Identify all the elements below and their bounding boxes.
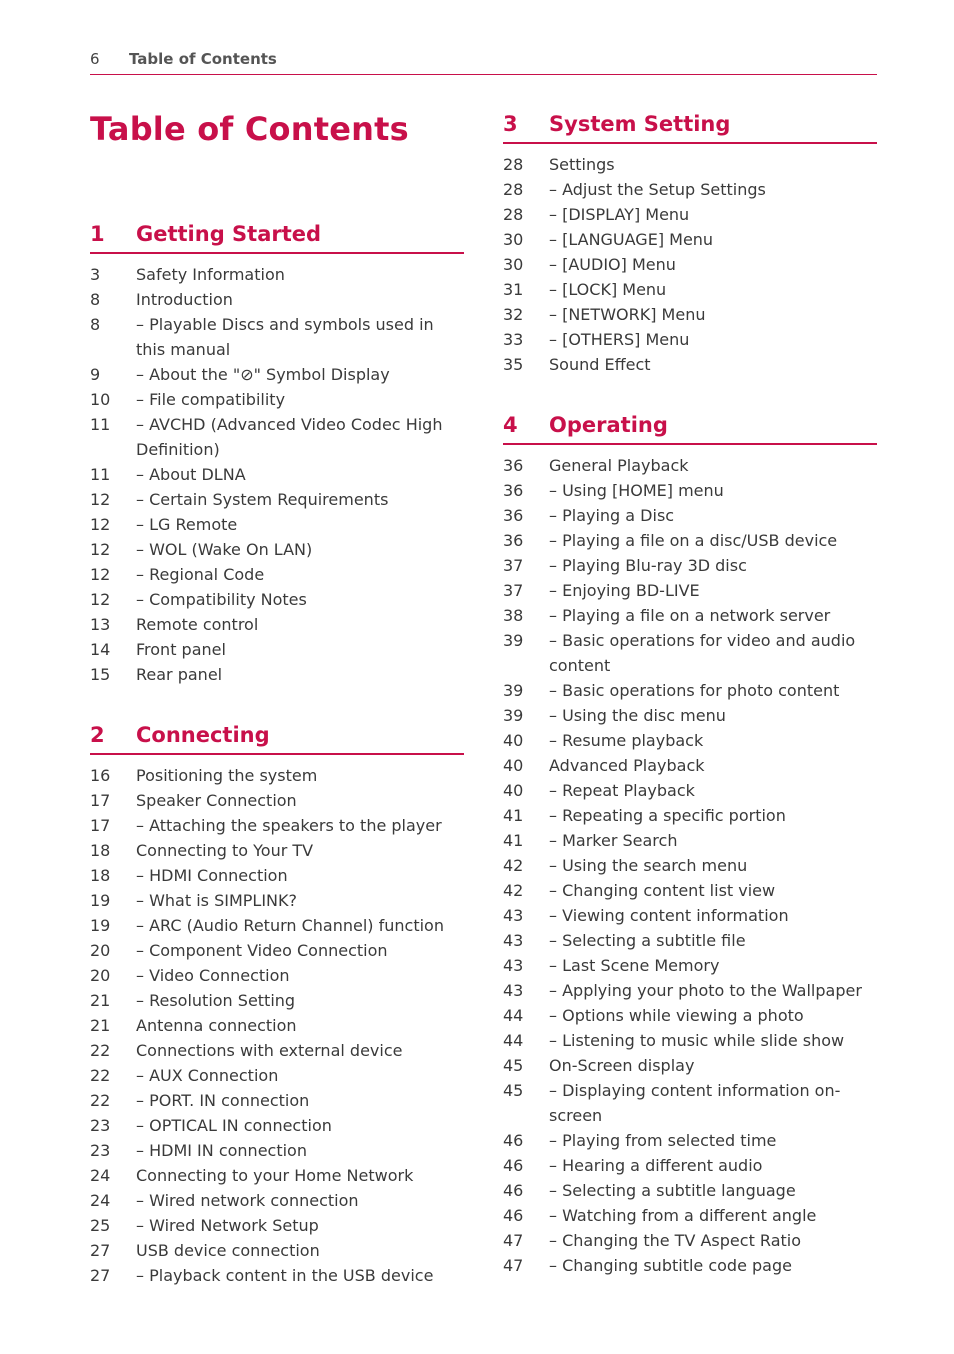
toc-subentry (503, 803, 877, 828)
entry-page-number: 21 (90, 1016, 111, 1035)
entry-page-number: 18 (90, 866, 111, 885)
entry-text: – Playing from selected time (549, 1128, 877, 1153)
toc-subentry (90, 1213, 464, 1238)
entry-page-number: 39 (503, 681, 524, 700)
entry-text: – Selecting a subtitle file (549, 928, 877, 953)
entry-text: Connecting to Your TV (136, 841, 314, 860)
toc-subentry (503, 953, 877, 978)
toc-subentry (503, 703, 877, 728)
entry-text: – [DISPLAY] Menu (549, 202, 877, 227)
toc-subentry (90, 938, 464, 963)
entry-page-number: 19 (90, 891, 111, 910)
toc-subentry (90, 988, 464, 1013)
section-title: Operating (549, 413, 668, 437)
entry-page-number: 47 (503, 1231, 524, 1250)
toc-entry-list (90, 262, 464, 687)
entry-page-number: 16 (90, 766, 111, 785)
entry-page-number: 41 (503, 806, 524, 825)
entry-text: Remote control (136, 615, 259, 634)
toc-entry (90, 1163, 464, 1188)
entry-page-number: 10 (90, 390, 111, 409)
entry-page-number: 15 (90, 665, 111, 684)
entry-text: – PORT. IN connection (136, 1088, 464, 1113)
toc-subentry (503, 1003, 877, 1028)
toc-subentry (90, 913, 464, 938)
section-number: 1 (90, 222, 105, 246)
entry-text: – Certain System Requirements (136, 487, 464, 512)
toc-subentry (90, 963, 464, 988)
entry-text: – Displaying content information on-screen (549, 1078, 877, 1128)
section-title: Connecting (136, 723, 270, 747)
toc-subentry (90, 1088, 464, 1113)
toc-subentry (503, 302, 877, 327)
entry-page-number: 30 (503, 255, 524, 274)
toc-subentry (90, 562, 464, 587)
toc-entry (90, 1038, 464, 1063)
entry-text: – Compatibility Notes (136, 587, 464, 612)
entry-page-number: 36 (503, 531, 524, 550)
entry-page-number: 37 (503, 556, 524, 575)
toc-subentry (90, 587, 464, 612)
toc-subentry (503, 202, 877, 227)
entry-text: – [LOCK] Menu (549, 277, 877, 302)
toc-subentry (90, 512, 464, 537)
toc-subentry (90, 462, 464, 487)
entry-page-number: 36 (503, 506, 524, 525)
entry-page-number: 44 (503, 1031, 524, 1050)
entry-page-number: 20 (90, 941, 111, 960)
toc-subentry (503, 478, 877, 503)
entry-text: – About DLNA (136, 462, 464, 487)
entry-page-number: 40 (503, 756, 524, 775)
toc-entry (90, 287, 464, 312)
entry-page-number: 44 (503, 1006, 524, 1025)
toc-subentry (503, 277, 877, 302)
entry-page-number: 40 (503, 781, 524, 800)
entry-page-number: 8 (90, 315, 101, 334)
entry-page-number: 14 (90, 640, 111, 659)
entry-page-number: 13 (90, 615, 111, 634)
entry-page-number: 43 (503, 906, 524, 925)
entry-text: – Repeating a specific portion (549, 803, 877, 828)
toc-subentry (503, 978, 877, 1003)
entry-page-number: 32 (503, 305, 524, 324)
entry-text: Antenna connection (136, 1016, 297, 1035)
toc-entry (90, 1238, 464, 1263)
entry-page-number: 47 (503, 1256, 524, 1275)
entry-text: – File compatibility (136, 387, 464, 412)
entry-page-number: 45 (503, 1081, 524, 1100)
entry-text: Positioning the system (136, 766, 318, 785)
entry-text: – Playing a Disc (549, 503, 877, 528)
toc-subentry (503, 778, 877, 803)
entry-page-number: 17 (90, 791, 111, 810)
toc-entry (90, 637, 464, 662)
section-title: Getting Started (136, 222, 322, 246)
toc-subentry (503, 252, 877, 277)
entry-page-number: 37 (503, 581, 524, 600)
entry-page-number: 42 (503, 881, 524, 900)
entry-text: General Playback (549, 456, 689, 475)
entry-text: – [OTHERS] Menu (549, 327, 877, 352)
toc-subentry (90, 1113, 464, 1138)
entry-text: – [NETWORK] Menu (549, 302, 877, 327)
toc-subentry (503, 227, 877, 252)
page-header (90, 48, 877, 75)
toc-entry-list (90, 763, 464, 1288)
toc-subentry (90, 888, 464, 913)
entry-text: – Resume playback (549, 728, 877, 753)
toc-section-1 (90, 220, 464, 687)
toc-subentry (90, 487, 464, 512)
entry-text: – Attaching the speakers to the player (136, 813, 464, 838)
entry-text: Rear panel (136, 665, 223, 684)
toc-subentry (503, 528, 877, 553)
entry-page-number: 33 (503, 330, 524, 349)
toc-entry (90, 838, 464, 863)
toc-entry-list (503, 453, 877, 1278)
toc-subentry (503, 728, 877, 753)
entry-text: Settings (549, 155, 615, 174)
entry-text: – Marker Search (549, 828, 877, 853)
toc-subentry (503, 928, 877, 953)
toc-subentry (503, 1153, 877, 1178)
entry-page-number: 22 (90, 1066, 111, 1085)
entry-page-number: 42 (503, 856, 524, 875)
entry-page-number: 31 (503, 280, 524, 299)
entry-page-number: 28 (503, 180, 524, 199)
entry-text: – Playback content in the USB device (136, 1263, 464, 1288)
entry-page-number: 45 (503, 1056, 524, 1075)
toc-subentry (90, 537, 464, 562)
toc-section-3 (503, 110, 877, 377)
entry-text: – Wired Network Setup (136, 1213, 464, 1238)
entry-text: – Changing the TV Aspect Ratio (549, 1228, 877, 1253)
entry-text: – Selecting a subtitle language (549, 1178, 877, 1203)
toc-subentry (90, 312, 464, 362)
entry-page-number: 20 (90, 966, 111, 985)
toc-entry (503, 152, 877, 177)
toc-subentry (503, 553, 877, 578)
entry-text: Connections with external device (136, 1041, 403, 1060)
entry-text: – Resolution Setting (136, 988, 464, 1013)
entry-page-number: 25 (90, 1216, 111, 1235)
entry-page-number: 36 (503, 456, 524, 475)
entry-page-number: 39 (503, 706, 524, 725)
entry-page-number: 28 (503, 205, 524, 224)
entry-page-number: 22 (90, 1091, 111, 1110)
entry-text: – Changing subtitle code page (549, 1253, 877, 1278)
section-heading (90, 220, 464, 254)
entry-text: – LG Remote (136, 512, 464, 537)
entry-text: – Using the disc menu (549, 703, 877, 728)
entry-page-number: 12 (90, 515, 111, 534)
entry-page-number: 24 (90, 1191, 111, 1210)
entry-page-number: 12 (90, 565, 111, 584)
toc-subentry (503, 628, 877, 678)
toc-subentry (503, 878, 877, 903)
entry-page-number: 43 (503, 981, 524, 1000)
entry-text: Connecting to your Home Network (136, 1166, 414, 1185)
toc-subentry (90, 813, 464, 838)
entry-text: – Hearing a different audio (549, 1153, 877, 1178)
entry-text: – Playing a file on a network server (549, 603, 877, 628)
entry-page-number: 23 (90, 1116, 111, 1135)
section-number: 2 (90, 723, 105, 747)
page-title: Table of Contents (90, 110, 409, 148)
entry-text: Advanced Playback (549, 756, 705, 775)
section-heading (503, 110, 877, 144)
entry-text: – OPTICAL IN connection (136, 1113, 464, 1138)
entry-text: – Watching from a different angle (549, 1203, 877, 1228)
toc-subentry (90, 387, 464, 412)
entry-text: – Playing a file on a disc/USB device (549, 528, 877, 553)
entry-page-number: 3 (90, 265, 101, 284)
toc-entry (503, 352, 877, 377)
toc-subentry (503, 1028, 877, 1053)
section-number: 4 (503, 413, 518, 437)
entry-text: – Playing Blu-ray 3D disc (549, 553, 877, 578)
entry-page-number: 19 (90, 916, 111, 935)
entry-page-number: 11 (90, 415, 111, 434)
entry-page-number: 30 (503, 230, 524, 249)
entry-text: – Playable Discs and symbols used in this manual (136, 312, 464, 362)
toc-subentry (503, 1228, 877, 1253)
toc-column-right (503, 110, 877, 1312)
entry-text: – HDMI IN connection (136, 1138, 464, 1163)
toc-entry (503, 753, 877, 778)
entry-text: Sound Effect (549, 355, 651, 374)
toc-section-2 (90, 721, 464, 1288)
toc-subentry (503, 327, 877, 352)
entry-page-number: 12 (90, 490, 111, 509)
toc-subentry (503, 853, 877, 878)
entry-text: Speaker Connection (136, 791, 297, 810)
entry-text: – ARC (Audio Return Channel) function (136, 913, 464, 938)
toc-subentry (503, 1178, 877, 1203)
entry-page-number: 23 (90, 1141, 111, 1160)
entry-text: – About the "⊘" Symbol Display (136, 362, 464, 387)
entry-page-number: 24 (90, 1166, 111, 1185)
toc-entry (503, 1053, 877, 1078)
section-title: System Setting (549, 112, 731, 136)
entry-text: – Using [HOME] menu (549, 478, 877, 503)
entry-text: – Changing content list view (549, 878, 877, 903)
entry-text: – Enjoying BD-LIVE (549, 578, 877, 603)
entry-text: – Video Connection (136, 963, 464, 988)
entry-text: – Options while viewing a photo (549, 1003, 877, 1028)
toc-subentry (503, 1203, 877, 1228)
entry-page-number: 27 (90, 1241, 111, 1260)
entry-text: – Adjust the Setup Settings (549, 177, 877, 202)
page-number: 6 (90, 50, 100, 68)
entry-page-number: 43 (503, 956, 524, 975)
entry-text: – Applying your photo to the Wallpaper (549, 978, 877, 1003)
entry-page-number: 36 (503, 481, 524, 500)
entry-text: – Regional Code (136, 562, 464, 587)
entry-page-number: 27 (90, 1266, 111, 1285)
header-title: Table of Contents (129, 50, 277, 68)
entry-page-number: 46 (503, 1181, 524, 1200)
toc-subentry (503, 578, 877, 603)
toc-entry (90, 612, 464, 637)
entry-text: – Last Scene Memory (549, 953, 877, 978)
entry-text: – What is SIMPLINK? (136, 888, 464, 913)
toc-section-4 (503, 411, 877, 1278)
entry-text: – WOL (Wake On LAN) (136, 537, 464, 562)
section-heading (90, 721, 464, 755)
entry-page-number: 9 (90, 365, 101, 384)
entry-page-number: 40 (503, 731, 524, 750)
entry-text: – AVCHD (Advanced Video Codec High Definition) (136, 412, 464, 462)
entry-text: – Viewing content information (549, 903, 877, 928)
entry-text: – [LANGUAGE] Menu (549, 227, 877, 252)
entry-text: Front panel (136, 640, 226, 659)
toc-subentry (90, 362, 464, 387)
entry-page-number: 38 (503, 606, 524, 625)
entry-page-number: 8 (90, 290, 101, 309)
entry-text: – Using the search menu (549, 853, 877, 878)
entry-page-number: 18 (90, 841, 111, 860)
entry-text: – Listening to music while slide show (549, 1028, 877, 1053)
toc-entry (90, 662, 464, 687)
entry-page-number: 41 (503, 831, 524, 850)
entry-page-number: 46 (503, 1131, 524, 1150)
toc-subentry (503, 678, 877, 703)
toc-subentry (503, 828, 877, 853)
toc-subentry (503, 1253, 877, 1278)
section-heading (503, 411, 877, 445)
toc-entry (90, 1013, 464, 1038)
entry-text: – Component Video Connection (136, 938, 464, 963)
entry-page-number: 46 (503, 1206, 524, 1225)
entry-page-number: 17 (90, 816, 111, 835)
toc-subentry (503, 903, 877, 928)
toc-subentry (90, 412, 464, 462)
toc-subentry (503, 503, 877, 528)
toc-entry (503, 453, 877, 478)
entry-page-number: 28 (503, 155, 524, 174)
entry-page-number: 12 (90, 590, 111, 609)
toc-entry (90, 763, 464, 788)
toc-entry (90, 788, 464, 813)
toc-subentry (503, 177, 877, 202)
toc-subentry (90, 1138, 464, 1163)
entry-text: USB device connection (136, 1241, 320, 1260)
toc-subentry (90, 1263, 464, 1288)
entry-text: Introduction (136, 290, 233, 309)
toc-subentry (503, 1078, 877, 1128)
toc-column-left (90, 220, 464, 1322)
toc-subentry (90, 1063, 464, 1088)
toc-subentry (90, 1188, 464, 1213)
entry-page-number: 12 (90, 540, 111, 559)
toc-entry-list (503, 152, 877, 377)
entry-page-number: 22 (90, 1041, 111, 1060)
entry-page-number: 46 (503, 1156, 524, 1175)
entry-text: – Basic operations for video and audio content (549, 628, 877, 678)
entry-page-number: 35 (503, 355, 524, 374)
toc-subentry (503, 1128, 877, 1153)
entry-page-number: 21 (90, 991, 111, 1010)
toc-subentry (503, 603, 877, 628)
entry-text: – [AUDIO] Menu (549, 252, 877, 277)
entry-page-number: 43 (503, 931, 524, 950)
entry-text: – HDMI Connection (136, 863, 464, 888)
entry-page-number: 39 (503, 631, 524, 650)
entry-text: On-Screen display (549, 1056, 695, 1075)
entry-text: – Basic operations for photo content (549, 678, 877, 703)
section-number: 3 (503, 112, 518, 136)
entry-text: – Wired network connection (136, 1188, 464, 1213)
entry-text: – AUX Connection (136, 1063, 464, 1088)
entry-text: Safety Information (136, 265, 285, 284)
entry-text: – Repeat Playback (549, 778, 877, 803)
toc-entry (90, 262, 464, 287)
entry-page-number: 11 (90, 465, 111, 484)
toc-subentry (90, 863, 464, 888)
